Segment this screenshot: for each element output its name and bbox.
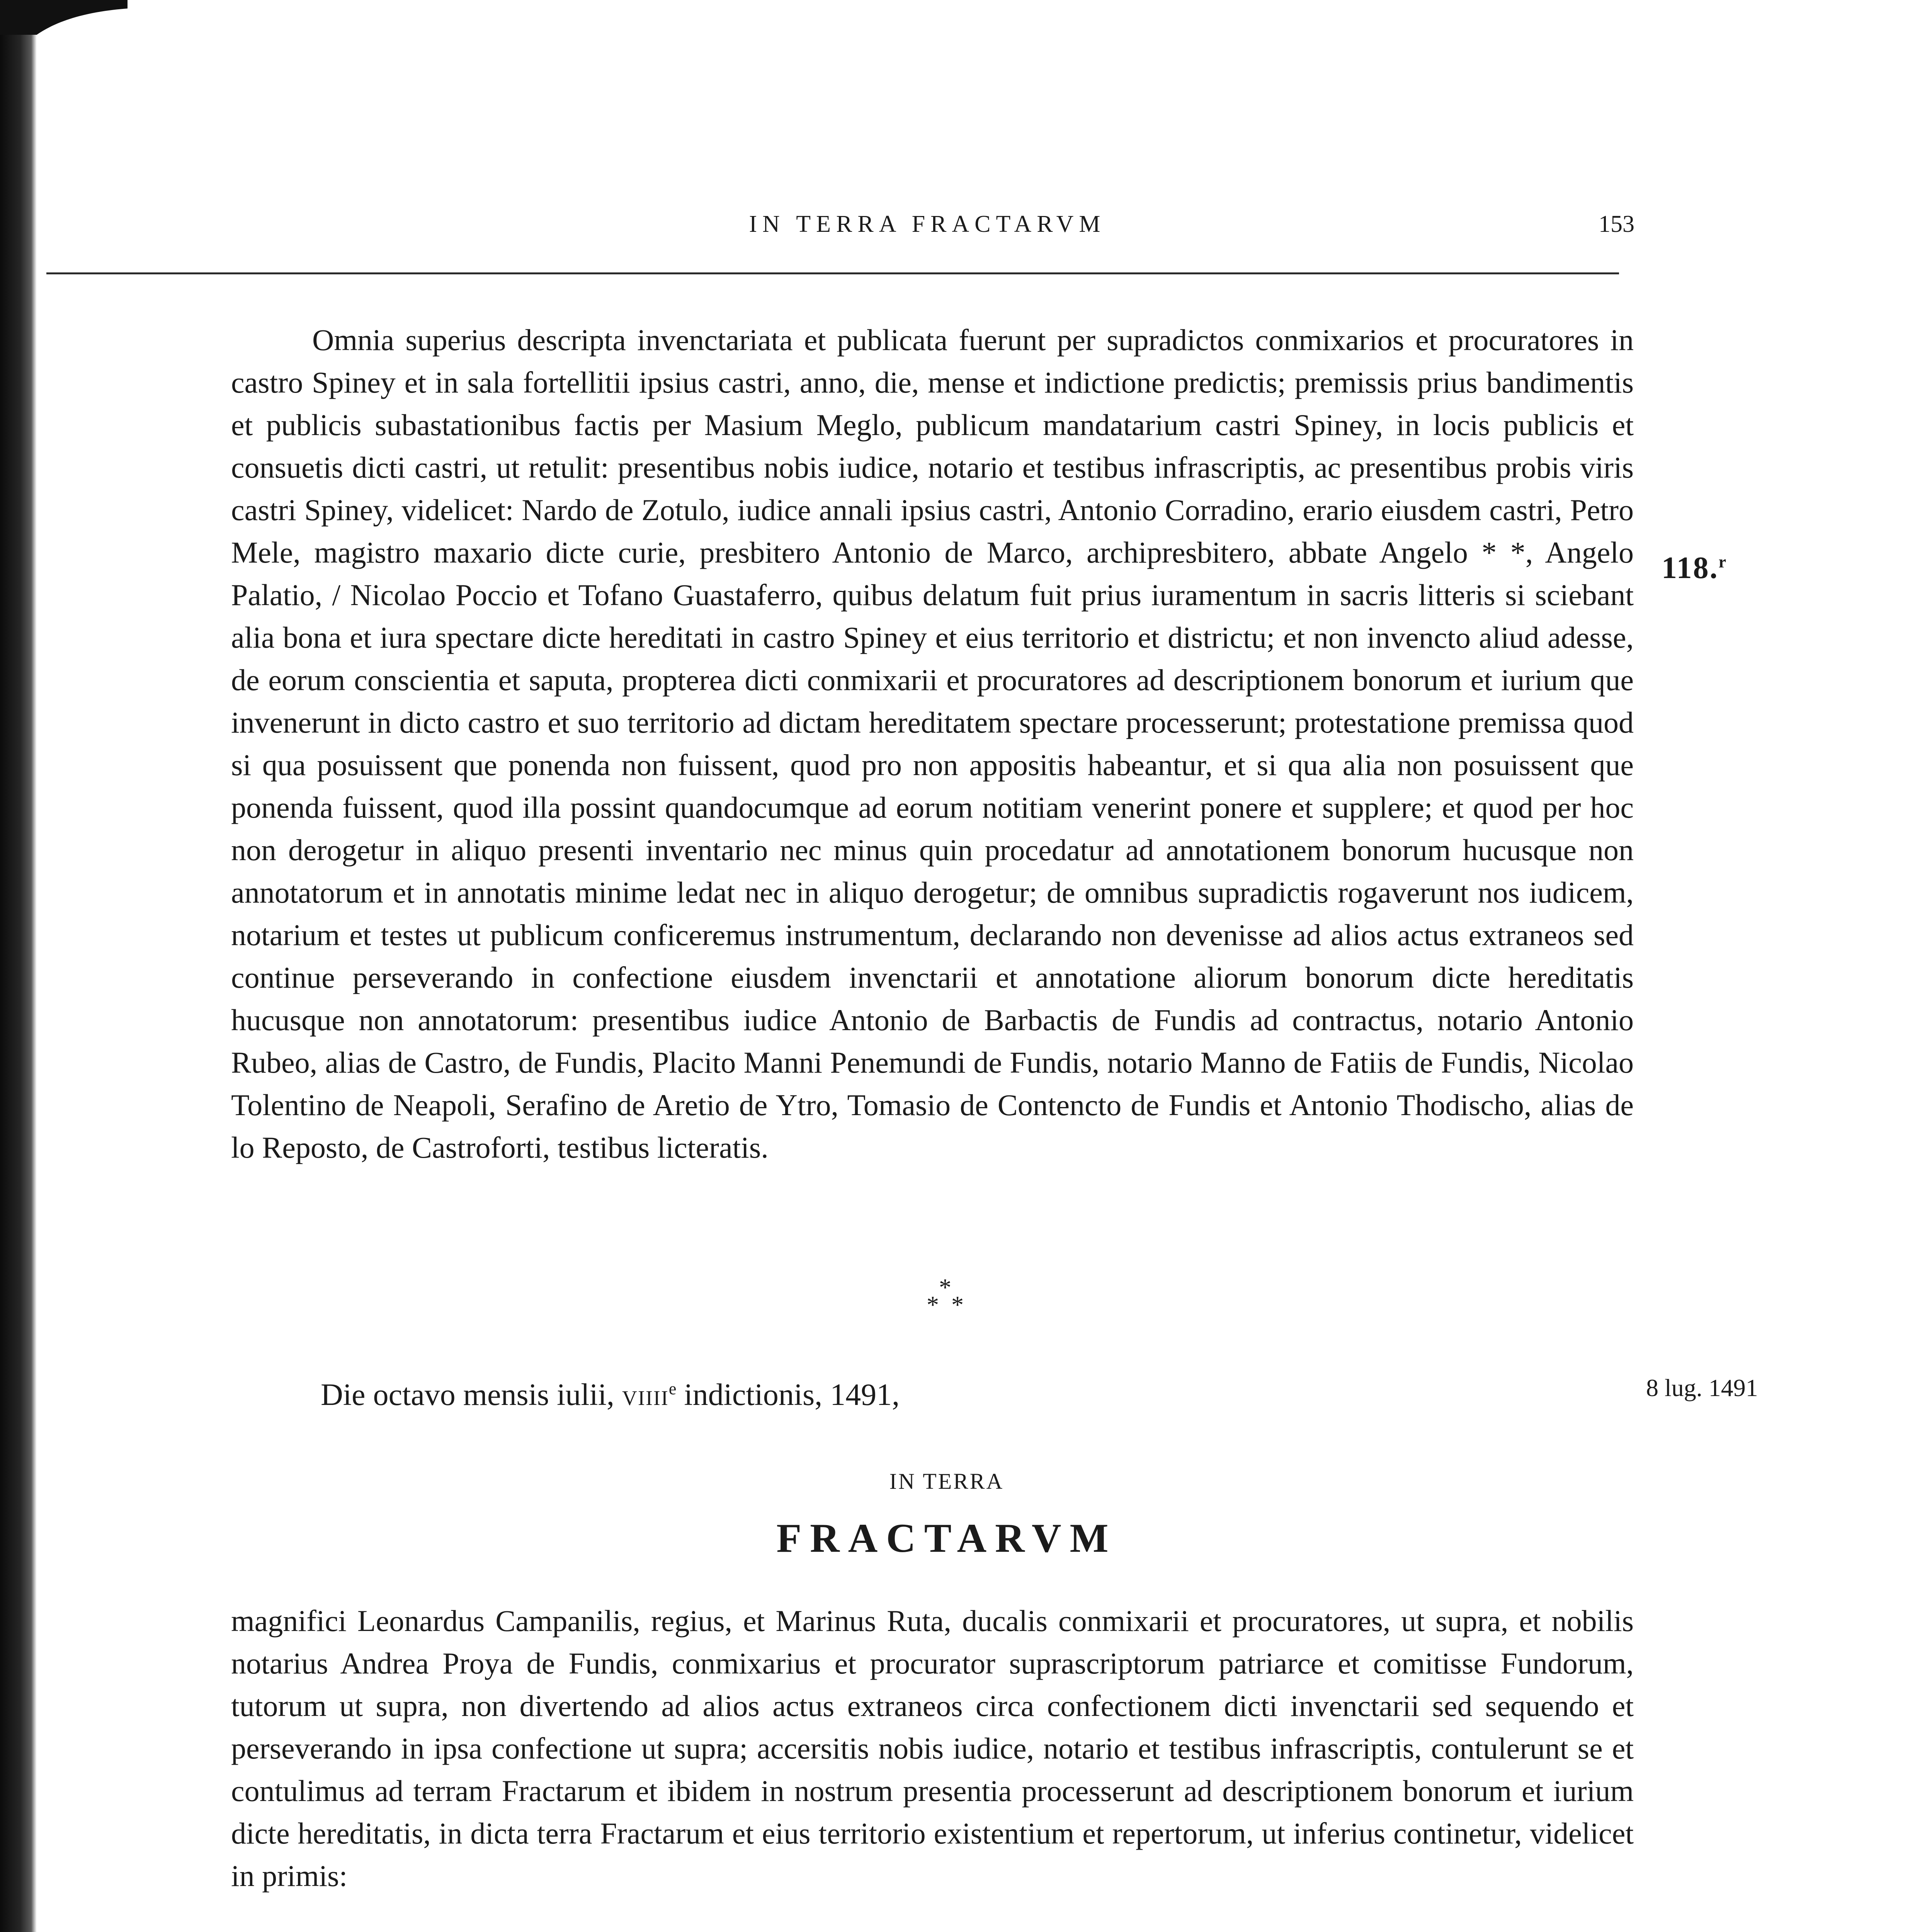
running-head xyxy=(232,211,1634,269)
running-title: IN TERRA FRACTARVM xyxy=(749,211,1106,237)
paragraph-commissioners: magnifici Leonardus Campanilis, regius, et Marinus Ruta, ducalis conmixarii et procuratores, ut supra, et nobilis notarius Andrea Proya de Fundis, conmixarius et procurator suprascriptorum patriarce et comitisse Fundorum, tutorum ut supra, non divertendo ad alios actus extraneos circa confectionem dicti invenctarii sed sequendo et perseverando in ipsa confectione ut supra; accersitis nobis iudice, notario et testibus infrascriptis, contulerunt se et contulimus ad terram Fractarum et ibidem in nostrum presentia processerunt ad descriptionem bonorum et iurium dicte hereditatis, in dicta terra Fractarum et eius territorio existentium et repertorum, ut inferius continetur, videlicet in primis: xyxy=(231,1604,1634,1893)
asterism-star: * xyxy=(951,1291,964,1318)
dateline-ordinal-sup: e xyxy=(668,1379,677,1398)
header-rule xyxy=(46,272,1619,274)
asterism-divider xyxy=(920,1273,974,1320)
dateline xyxy=(321,1378,900,1413)
page-corner-curl xyxy=(0,0,128,35)
folio-side: r xyxy=(1718,552,1728,571)
date-margin-note: 8 lug. 1491 xyxy=(1646,1374,1758,1401)
dateline-ordinal: VIIII xyxy=(622,1386,669,1410)
page-binding-shadow xyxy=(0,0,37,1932)
paragraph-inventory-closing: Omnia superius descripta invenctariata et publicata fuerunt per supradictos conmixarios et procuratores in castro Spiney et in sala fortellitii ipsius castri, anno, die, mense et indictione predictis; premissis prius bandimentis et publicis subastationibus factis per Masium Meglo, publicum mandatarium castri Spiney, in locis publicis et consuetis dicti castri, ut retulit: presentibus nobis iudice, notario et testibus infrascriptis, ac presentibus probis viris castri Spiney, videlicet: Nardo de Zotulo, iudice annali ipsius castri, Antonio Corradino, erario eiusdem castri, Petro Mele, magistro maxario dicte curie, presbitero Antonio de Marco, archipresbitero, abbate Angelo * *, Angelo Palatio, / Nicolao Poccio et Tofano Guastaferro, quibus delatum fuit prius iuramentum in sacris litteris si sciebant alia bona et iura spectare dicte hereditati in castro Spiney et eius territorio et districtu; et non invencto aliud adesse, de eorum conscientia et saputa, propterea dicti conmixarii et procuratores ad descriptionem bonorum et iurium que invenerunt in dicto castro et suo territorio ad dictam hereditatem spectare processerunt; protestatione premissa quod si qua posuissent que ponenda non fuissent, quod pro non appositis habeantur, et si qua alia non posuissent que ponenda fuissent, quod illa possint quandocumque ad eorum notitiam venerint ponere et supplere; et quod per hoc non derogetur in aliquo presenti inventario nec minus quin procedatur ad annotationem bonorum hucusque non annotatorum et in annotatis minime ledat nec in aliquo derogetur; de omnibus supradictis rogaverunt nos iudicem, notarium et testes ut publicum conficeremus instrumentum, declarando non devenisse ad alios actus extraneos sed continue perseverando in confectione eiusdem invenctarii et annotatione aliorum bonorum dicte hereditatis hucusque non annotatorum: presentibus iudice Antonio de Barbactis de Fundis ad contractus, notario Antonio Rubeo, alias de Castro, de Fundis, Placito Manni Penemundi de Fundis, notario Manno de Fatiis de Fundis, Nicolao Tolentino de Neapoli, Serafino de Aretio de Ytro, Tomasio de Contencto de Fundis et Antonio Thodischo, alias de lo Reposto, de Castroforti, testibus licteratis. xyxy=(231,323,1634,1164)
page-number: 153 xyxy=(1599,211,1634,237)
heading-fractarum: FRACTARVM xyxy=(776,1515,1117,1561)
folio-number: 118. xyxy=(1662,551,1719,585)
dateline-lead: Die octavo mensis iulii, xyxy=(321,1378,614,1412)
asterism-star: * xyxy=(939,1274,951,1301)
folio-marker-118r xyxy=(1662,551,1727,586)
dateline-tail: indictionis, 1491, xyxy=(684,1378,900,1412)
heading-in-terra: IN TERRA xyxy=(889,1469,1004,1494)
asterism-star: * xyxy=(927,1291,939,1318)
